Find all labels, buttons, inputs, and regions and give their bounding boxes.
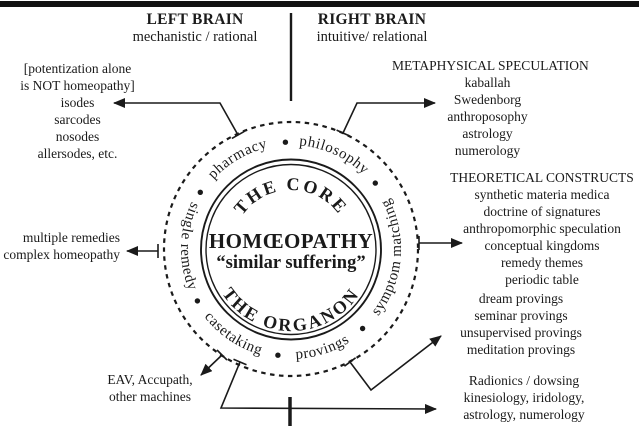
text-line: allersodes, etc. [37,146,118,161]
text-line: remedy themes [500,255,584,270]
text-line: astrology [462,126,513,141]
block-multiple-remedies [3,229,120,263]
block-eav-machines [88,371,212,405]
homeopathy-title: HOMŒOPATHY [208,229,374,253]
block-theoretical-constructs [442,169,639,288]
block-nonstandard-provings [431,290,611,358]
text-line: synthetic materia medica [474,187,610,202]
right-brain-title: RIGHT BRAIN [317,11,427,28]
ring-label-provings: provings [294,331,353,363]
text-line: sarcodes [54,112,101,127]
text-line: astrology, numerology [463,407,585,422]
text-line: meditation provings [466,342,576,357]
similar-suffering-subtitle: “similar suffering” [216,253,366,273]
block-title: METAPHYSICAL SPECULATION [392,58,589,73]
arrow-to-nonstandard-provings [350,336,441,390]
text-line: dream provings [478,291,564,306]
left-brain-subtitle: mechanistic / rational [132,29,258,45]
text-line: other machines [108,389,192,404]
text-line: isodes [60,95,95,110]
text-line: nosodes [55,129,100,144]
core-arc-label: THE CORE [229,173,353,219]
ring-label-pharmacy: pharmacy [204,135,269,183]
block-title: THEORETICAL CONSTRUCTS [450,170,634,185]
right-brain-subtitle: intuitive/ relational [316,29,428,45]
text-line: multiple remedies [22,230,120,245]
text-line: conceptual kingdoms [484,238,600,253]
ring-label-casetaking: casetaking [201,308,265,359]
ring-label-symptom-matching: symptom matching [368,196,406,319]
organon-arc-label: THE ORGANON [218,283,364,336]
text-line: anthroposophy [447,109,528,124]
arrow-to-radionics [221,362,436,409]
block-metaphysical-speculation [392,57,589,159]
text-line: Swedenborg [453,92,522,107]
text-line: EAV, Accupath, [107,372,193,387]
ring-label-single-remedy: single remedy [176,199,203,293]
ring-label-philosophy: philosophy [298,133,373,178]
text-line: periodic table [505,272,579,287]
text-line: kinesiology, iridology, [463,390,585,405]
text-line: Radionics / dowsing [468,373,580,388]
text-line: kaballah [464,75,511,90]
text-line: anthropomorphic speculation [463,221,621,236]
block-potentization [0,60,155,162]
text-line: unsupervised provings [460,325,582,340]
text-line: [potentization alone [23,61,132,76]
text-line: doctrine of signatures [483,204,601,219]
block-radionics [434,372,614,423]
left-brain-title: LEFT BRAIN [146,11,244,28]
text-line: seminar provings [474,308,568,323]
text-line: is NOT homeopathy] [20,78,135,93]
text-line: numerology [454,143,521,158]
text-line: complex homeopathy [3,247,120,262]
